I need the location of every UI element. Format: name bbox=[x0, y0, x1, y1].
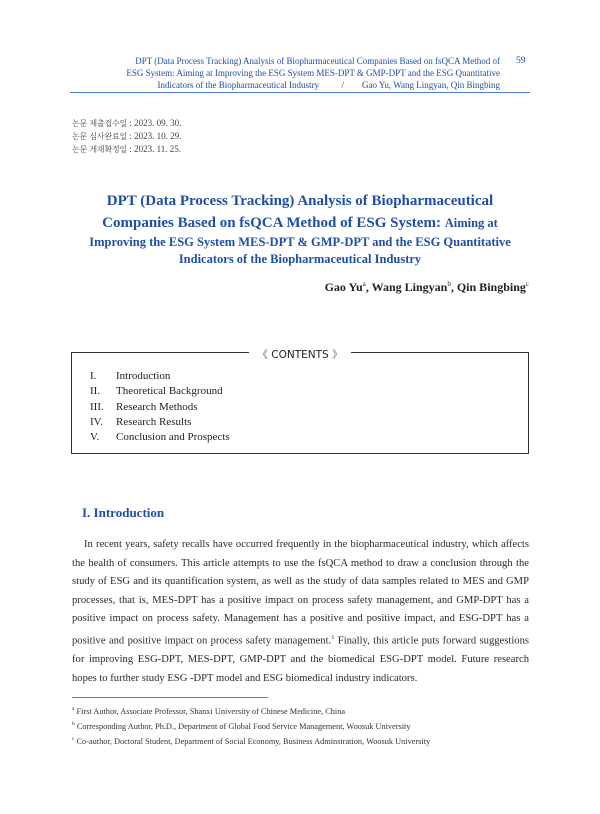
contents-item[interactable] bbox=[90, 415, 230, 430]
footnote-reference[interactable]: 1 bbox=[331, 633, 335, 641]
date-label: 논문 심사완료일 bbox=[72, 132, 128, 141]
contents-item[interactable] bbox=[90, 400, 230, 415]
author-name: Gao Yu bbox=[324, 280, 363, 294]
date-row: 논문 심사완료일 : 2023. 10. 29. bbox=[72, 131, 182, 141]
footnote: $^c$ Co-author, Doctoral Student, Department of Social Economy, Business Adminstration, Woosuk University bbox=[72, 735, 431, 746]
header-rule bbox=[70, 92, 530, 93]
author-mark: b bbox=[447, 280, 451, 288]
title-subtitle-start: Aiming at bbox=[444, 216, 498, 230]
subtitle-line: Indicators of the Biopharmaceutical Industry bbox=[178, 252, 422, 266]
title-main: Companies Based on fsQCA Method of ESG System: bbox=[102, 215, 441, 231]
contents-item-number: V. bbox=[90, 431, 100, 444]
title-line bbox=[60, 212, 540, 234]
contents-item-number: I. bbox=[90, 370, 97, 382]
contents-item-label: Theoretical Background bbox=[116, 385, 223, 398]
author-name: Qin Bingbing bbox=[456, 280, 526, 294]
author-list: Gao Yu$^a$, Wang Lingyan$^b$, Qin Bingbing$^c$ bbox=[324, 280, 529, 294]
date-row: 논문 제출접수일 : 2023. 09. 30. bbox=[72, 118, 182, 128]
running-head-line: Indicators of the Biopharmaceutical Industry / Gao Yu, Wang Lingyan, Qin Bingbing bbox=[157, 80, 500, 90]
introduction-paragraph: In recent years, safety recalls have occurred frequently in the biopharmaceutical industry, which affects the health of consumers. This article attempts to use the fsQCA method to draw a conclusion through the study of ESG and its quantification system, as well as the study of data samples related to MES and GMP processes, that is, MES-DPT has a positive impact on process safety management, and GMP-DPT has a positive impact on process safety. Management has a positive and positive impact, and ESG-DPT has a positive and positive impact on process safety management.$^1$ Finally, this article puts forward suggestions for improving ESG-DPT, MES-DPT, GMP-DPT and the biomedical ESG-DPT model. Future research hopes to further study ESG -DPT model and ESG biomedical industry indicators. bbox=[72, 539, 529, 684]
date-label: 논문 제출접수일 bbox=[72, 119, 128, 128]
contents-item-label: Conclusion and Prospects bbox=[116, 431, 230, 444]
footnote-mark: b bbox=[72, 720, 75, 727]
footnotes bbox=[72, 703, 430, 747]
page-number: 59 bbox=[516, 56, 526, 66]
date-value: 2023. 10. 29. bbox=[134, 131, 182, 141]
date-label: 논문 게재확정일 bbox=[72, 145, 128, 154]
introduction-body bbox=[72, 536, 529, 688]
contents-item-label: Introduction bbox=[116, 370, 171, 382]
contents-item-number: III. bbox=[90, 400, 104, 413]
running-head-line: DPT (Data Process Tracking) Analysis of Biopharmaceutical Companies Based on fsQCA Method of bbox=[135, 56, 500, 66]
date-value: 2023. 09. 30. bbox=[134, 118, 182, 128]
contents-item-label: Research Methods bbox=[116, 400, 198, 413]
contents-item-number: IV. bbox=[90, 415, 103, 428]
contents-list bbox=[90, 369, 230, 445]
author-name: Wang Lingyan bbox=[371, 280, 448, 294]
author-mark: a bbox=[362, 280, 366, 288]
footnote-mark: c bbox=[72, 735, 75, 742]
date-row: 논문 게재확정일 : 2023. 11. 25. bbox=[72, 144, 181, 154]
running-head bbox=[60, 55, 500, 91]
section-heading: I. Introduction bbox=[82, 505, 165, 520]
contents-item-number: II. bbox=[90, 385, 101, 398]
date-value: 2023. 11. 25. bbox=[134, 144, 181, 154]
paper-title bbox=[60, 190, 540, 268]
author-mark: c bbox=[525, 280, 529, 288]
running-head-line: ESG System: Aiming at Improving the ESG System MES-DPT & GMP-DPT and the ESG Quantitative bbox=[126, 68, 500, 78]
footnote: $^b$ Corresponding Author, Ph.D., Department of Global Food Service Management, Woosuk University bbox=[72, 720, 411, 731]
footnote-mark: a bbox=[72, 706, 75, 712]
contents-item[interactable] bbox=[90, 430, 230, 445]
contents-item-label: Research Results bbox=[116, 415, 192, 428]
contents-item[interactable] bbox=[90, 384, 230, 399]
subtitle-line: Improving the ESG System MES-DPT & GMP-DPT and the ESG Quantitative bbox=[89, 235, 511, 249]
footnote: $^a$ First Author, Associate Professor, Shanxi University of Chinese Medicine, China bbox=[72, 706, 346, 716]
contents-title: 《 CONTENTS 》 bbox=[249, 349, 350, 361]
title-line: DPT (Data Process Tracking) Analysis of Biopharmaceutical bbox=[106, 193, 494, 209]
contents-item[interactable] bbox=[90, 369, 230, 384]
contents-box bbox=[71, 349, 529, 454]
submission-dates bbox=[72, 117, 181, 156]
footnote-rule bbox=[72, 697, 268, 698]
